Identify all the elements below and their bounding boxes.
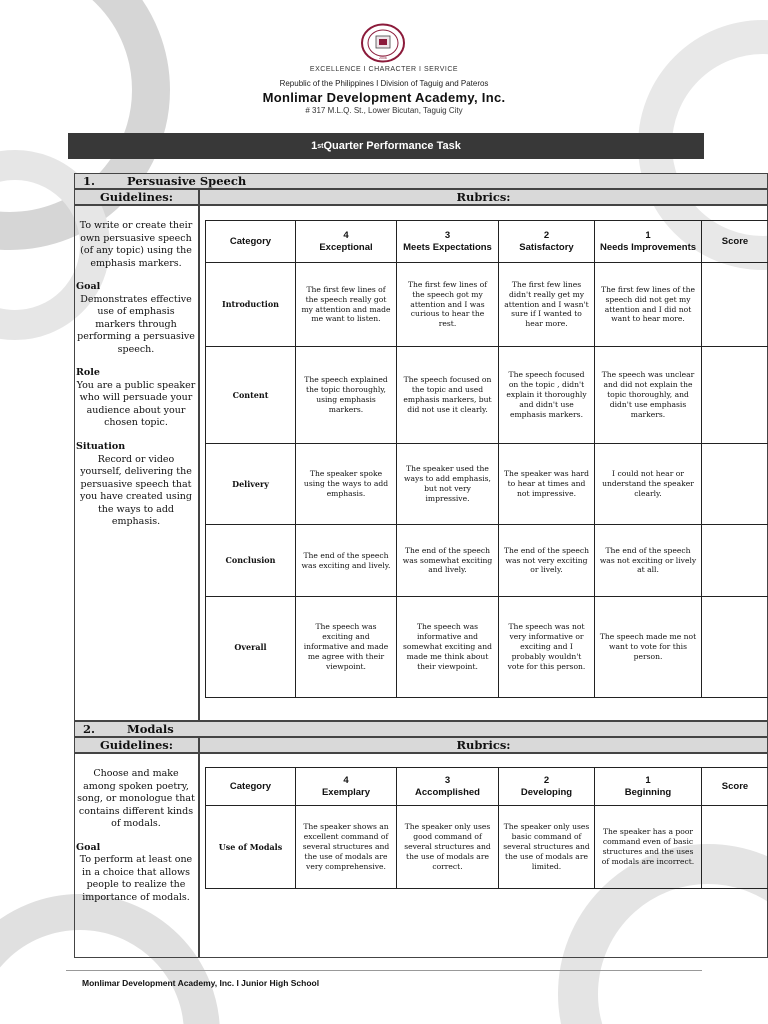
title-quarter-number: 1 bbox=[311, 140, 318, 152]
school-seal-logo bbox=[360, 23, 406, 63]
table-row bbox=[206, 444, 768, 525]
cell-level-1: The end of the speech was not exciting or lively at all. bbox=[595, 525, 702, 597]
table-row bbox=[206, 263, 768, 347]
cell-level-2: The end of the speech was not very exciting or lively. bbox=[499, 525, 595, 597]
cell-level-1: The speaker has a poor command even of basic structures and the uses of modals are incorrect. bbox=[595, 806, 702, 889]
page-footer: Monlimar Development Academy, Inc. I Junior High School bbox=[82, 978, 320, 988]
section1-guidelines-label: Guidelines: bbox=[74, 189, 199, 205]
cell-level-3: The speech focused on the topic and used emphasis markers, but did not use it clearly. bbox=[397, 347, 499, 444]
cell-level-4: The speech was exciting and informative and made me agree with their viewpoint. bbox=[296, 597, 397, 698]
title-text: Quarter Performance Task bbox=[323, 140, 461, 152]
section1-intro: To write or create their own persuasive speech (of any topic) using the emphasis markers. bbox=[79, 220, 193, 269]
column-header-category bbox=[206, 221, 296, 263]
row-category: Use of Modals bbox=[206, 806, 296, 889]
score-cell[interactable] bbox=[702, 806, 768, 889]
cell-level-4: The first few lines of the speech really got my attention and made me want to listen. bbox=[296, 263, 397, 347]
school-motto: EXCELLENCE I CHARACTER I SERVICE bbox=[309, 66, 459, 73]
section2-guidelines-label: Guidelines: bbox=[74, 737, 199, 753]
cell-level-3: The speaker only uses good command of several structures and the use of modals are correct. bbox=[397, 806, 499, 889]
page-title bbox=[68, 133, 704, 159]
section1-situation: Record or video yourself, delivering the persuasive speech that you have created using the ways to add emphasis. bbox=[80, 453, 192, 528]
column-level-number: 2 bbox=[543, 774, 550, 786]
table-row bbox=[206, 525, 768, 597]
table-row bbox=[206, 347, 768, 444]
column-header-level-2 bbox=[499, 221, 595, 263]
column-header-level-4 bbox=[296, 768, 397, 806]
section1-rubrics-label: Rubrics: bbox=[199, 189, 768, 205]
section2-goal: To perform at least one in a choice that allows people to realize the importance of modals. bbox=[79, 854, 193, 903]
column-label: Meets Expectations bbox=[403, 241, 492, 253]
column-level-number: 2 bbox=[543, 229, 550, 241]
score-cell[interactable] bbox=[702, 525, 768, 597]
section1-goal-label: Goal bbox=[76, 281, 101, 293]
row-category: Overall bbox=[206, 597, 296, 698]
section2-intro: Choose and make among spoken poetry, song, or monologue that contains different kinds of modals. bbox=[77, 768, 195, 830]
section1-role: You are a public speaker who will persuade your audience about your chosen topic. bbox=[76, 379, 196, 429]
footer-divider bbox=[66, 970, 702, 971]
cell-level-2: The speech was not very informative or exciting and I probably wouldn't vote for this person. bbox=[499, 597, 595, 698]
cell-level-3: The end of the speech was somewhat exciting and lively. bbox=[397, 525, 499, 597]
column-label: Developing bbox=[520, 786, 573, 798]
cell-level-1: The speech made me not want to vote for this person. bbox=[595, 597, 702, 698]
row-category: Conclusion bbox=[206, 525, 296, 597]
table-header-row bbox=[206, 768, 768, 806]
section2-rubric-table bbox=[205, 767, 768, 889]
section1-rubric-table bbox=[205, 220, 768, 698]
score-cell[interactable] bbox=[702, 597, 768, 698]
column-header-level-4 bbox=[296, 221, 397, 263]
cell-level-2: The speaker was hard to hear at times and not impressive. bbox=[499, 444, 595, 525]
section1-guidelines bbox=[76, 220, 196, 529]
cell-level-4: The speaker shows an excellent command of several structures and the use of modals are very comprehensive. bbox=[296, 806, 397, 889]
cell-level-2: The speech focused on the topic , didn't explain it thoroughly and didn't use emphasis markers. bbox=[499, 347, 595, 444]
score-cell[interactable] bbox=[702, 263, 768, 347]
school-address: # 317 M.L.Q. St., Lower Bicutan, Taguig City bbox=[305, 106, 463, 115]
section2-header bbox=[74, 721, 768, 737]
section2-number: 2. bbox=[83, 722, 96, 736]
cell-level-4: The end of the speech was exciting and lively. bbox=[296, 525, 397, 597]
column-label: Category bbox=[229, 780, 272, 792]
column-header-level-1 bbox=[595, 221, 702, 263]
column-label: Needs Improvements bbox=[599, 241, 697, 253]
column-header-level-1 bbox=[595, 768, 702, 806]
column-header-score bbox=[702, 221, 768, 263]
section1-role-label: Role bbox=[76, 367, 100, 379]
cell-level-1: The speech was unclear and did not explain the topic thoroughly, and didn't use emphasis markers. bbox=[595, 347, 702, 444]
column-label: Satisfactory bbox=[519, 241, 574, 253]
column-label: Beginning bbox=[624, 786, 672, 798]
column-label: Score bbox=[721, 780, 749, 792]
row-category: Introduction bbox=[206, 263, 296, 347]
column-level-number: 4 bbox=[343, 774, 349, 786]
republic-line: Republic of the Philippines I Division of Taguig and Pateros bbox=[279, 79, 489, 88]
section2-rubrics-label: Rubrics: bbox=[199, 737, 768, 753]
column-label: Category bbox=[229, 235, 272, 247]
section1-number: 1. bbox=[83, 174, 96, 188]
svg-text:2006: 2006 bbox=[379, 56, 387, 60]
column-header-level-2 bbox=[499, 768, 595, 806]
title-superscript: st bbox=[317, 142, 324, 150]
section2-guidelines bbox=[76, 768, 196, 904]
score-cell[interactable] bbox=[702, 444, 768, 525]
cell-level-4: The speech explained the topic thoroughly, using emphasis markers. bbox=[296, 347, 397, 444]
section2-goal-label: Goal bbox=[76, 841, 101, 853]
section1-situation-label: Situation bbox=[76, 440, 126, 452]
column-label: Exceptional bbox=[319, 241, 373, 253]
column-label: Exemplary bbox=[321, 786, 371, 798]
cell-level-4: The speaker spoke using the ways to add emphasis. bbox=[296, 444, 397, 525]
column-level-number: 1 bbox=[645, 229, 651, 241]
column-label: Score bbox=[721, 235, 749, 247]
column-level-number: 4 bbox=[343, 229, 349, 241]
column-level-number: 3 bbox=[444, 229, 451, 241]
section2-title: Modals bbox=[127, 722, 174, 736]
cell-level-3: The speaker used the ways to add emphasis, but not very impressive. bbox=[397, 444, 499, 525]
column-header-level-3 bbox=[397, 221, 499, 263]
section1-goal: Demonstrates effective use of emphasis markers through performing a persuasive speech. bbox=[77, 293, 195, 355]
section1-title: Persuasive Speech bbox=[127, 174, 247, 188]
column-label: Accomplished bbox=[415, 786, 480, 798]
column-level-number: 3 bbox=[444, 774, 451, 786]
column-header-category bbox=[206, 768, 296, 806]
row-category: Delivery bbox=[206, 444, 296, 525]
section1-header bbox=[74, 173, 768, 189]
column-header-score bbox=[702, 768, 768, 806]
cell-level-1: The first few lines of the speech did not get my attention and I did not want to hear more. bbox=[595, 263, 702, 347]
table-row bbox=[206, 806, 768, 889]
column-level-number: 1 bbox=[645, 774, 651, 786]
school-name: Monlimar Development Academy, Inc. bbox=[262, 90, 506, 105]
cell-level-1: I could not hear or understand the speaker clearly. bbox=[595, 444, 702, 525]
cell-level-2: The speaker only uses basic command of several structures and the use of modals are limited. bbox=[499, 806, 595, 889]
table-row bbox=[206, 597, 768, 698]
cell-level-3: The speech was informative and somewhat exciting and made me think about their viewpoint. bbox=[397, 597, 499, 698]
column-header-level-3 bbox=[397, 768, 499, 806]
cell-level-3: The first few lines of the speech got my attention and I was curious to hear the rest. bbox=[397, 263, 499, 347]
cell-level-2: The first few lines didn't really get my attention and I wasn't sure if I wanted to hear more. bbox=[499, 263, 595, 347]
row-category: Content bbox=[206, 347, 296, 444]
score-cell[interactable] bbox=[702, 347, 768, 444]
table-header-row bbox=[206, 221, 768, 263]
